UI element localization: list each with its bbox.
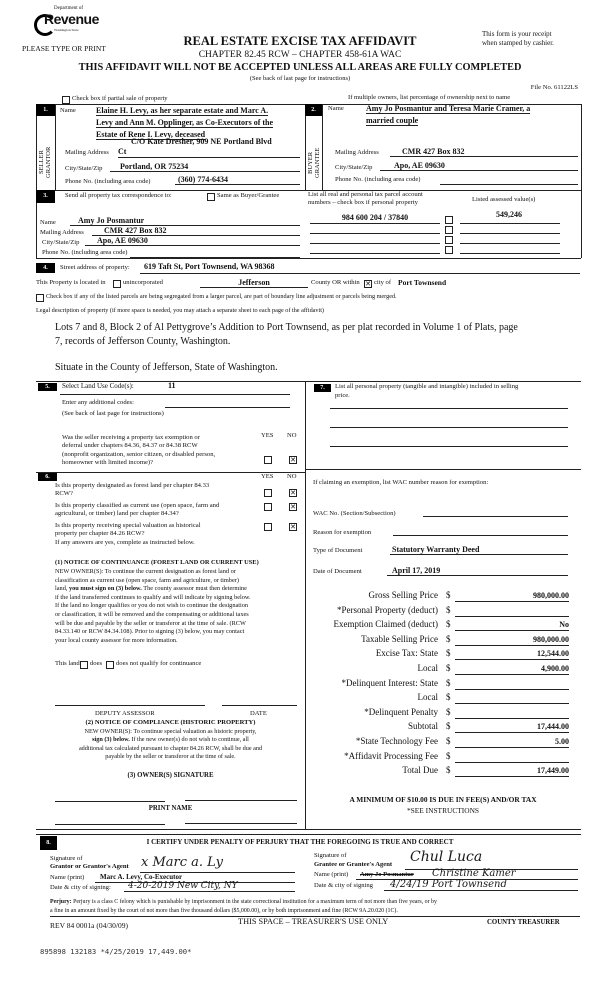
- section-1-number: 1.: [36, 104, 55, 116]
- amount-label: *Personal Property (deduct): [337, 604, 438, 615]
- doc-type-field[interactable]: Statutory Warranty Deed: [390, 545, 568, 555]
- grantee-name-field[interactable]: Christine Kamer: [432, 868, 516, 879]
- corr-name-field[interactable]: Amy Jo Posmantur: [70, 216, 300, 226]
- assessed-heading: Listed assessed value(s): [472, 196, 536, 203]
- historical-q-line-1: Is this property receiving special valuation as historical: [55, 522, 201, 529]
- notice-compliance-body: NEW OWNER(S): To continue special valuation as historic property, sign (3) below. If the new owner(s) do not wish to continue, all additional tax calculated pursuant to chapter 84.26 RCW, shall be due and payable by the seller or transferor at the time of sale.: [78, 728, 263, 760]
- seller-exemption-q-line-3: (nonprofit organization, senior citizen, or disabled person,: [62, 451, 216, 458]
- buyer-grantee-label: BUYER GRANTEE: [307, 147, 321, 178]
- receipt-note-1: This form is your receipt: [482, 30, 552, 38]
- this-land-label: This land: [55, 660, 80, 667]
- grantor-date-city-field[interactable]: 4-20-2019 New City, NY: [128, 881, 238, 891]
- amount-value-field[interactable]: [455, 751, 569, 763]
- amount-value-field[interactable]: No: [455, 619, 569, 631]
- form-title: REAL ESTATE EXCISE TAX AFFIDAVIT: [183, 34, 417, 48]
- county-or-label: County OR within: [311, 279, 360, 286]
- amount-label: Taxable Selling Price: [361, 633, 438, 644]
- personal-property-line-3[interactable]: [330, 446, 568, 447]
- buyer-name-line-2[interactable]: married couple: [366, 116, 419, 125]
- current-use-no-checkbox[interactable]: ✕: [290, 503, 296, 511]
- seller-exemption-q-line-1: Was the seller receiving a property tax exemption or: [62, 434, 200, 441]
- street-address-field[interactable]: 619 Taft St, Port Townsend, WA 98368: [144, 262, 275, 271]
- section-3-number: 3.: [36, 190, 55, 203]
- personal-property-checkbox-2[interactable]: [445, 226, 453, 234]
- personal-property-checkbox-4[interactable]: [445, 246, 453, 254]
- logo-text: Revenue: [44, 11, 99, 27]
- does-not-qualify-checkbox[interactable]: [106, 661, 114, 669]
- forest-land-q-line-1: Is this property designated as forest land per chapter 84.33: [55, 482, 210, 489]
- no-header: NO: [287, 432, 297, 439]
- seller-city-label: City/State/Zip: [65, 165, 103, 172]
- land-use-label: Select Land Use Code(s):: [62, 382, 134, 390]
- perjury-note-2: a fine in an amount fixed by the court of not more than five thousand dollars ($5,000.00), or by both imprisonment and fine (RCW 9A.20.020 (1C).: [50, 908, 398, 914]
- receipt-note-2: when stamped by cashier.: [482, 39, 554, 47]
- city-of-label: city of: [374, 279, 392, 286]
- dollar-sign: $: [446, 590, 451, 600]
- seller-exemption-q-line-2: deferral under chapters 84.36, 84.37 or 84.38 RCW: [62, 442, 198, 449]
- reason-label: Reason for exemption: [313, 529, 372, 536]
- grantor-name-label: Name (print): [50, 874, 85, 881]
- dollar-sign: $: [446, 706, 451, 717]
- historical-no-checkbox[interactable]: ✕: [290, 523, 296, 531]
- grantee-name-struck: Amy Jo Posmantur: [360, 871, 414, 878]
- amount-value-field[interactable]: 17,449.00: [455, 765, 569, 777]
- seller-mailing-label: Mailing Address: [65, 149, 109, 156]
- additional-codes-label: Enter any additional codes:: [62, 399, 134, 406]
- personal-property-label-2: price.: [335, 392, 350, 399]
- seller-name-label: Name: [60, 107, 76, 114]
- dollar-sign: $: [446, 663, 451, 673]
- segregated-checkbox[interactable]: [36, 294, 44, 302]
- seller-exemption-q-line-4: homeowner with limited income)?: [62, 459, 154, 466]
- see-back-note: (See back of last page for instructions): [249, 75, 351, 82]
- corr-mailing-field[interactable]: CMR 427 Box 832: [92, 226, 300, 236]
- historical-q-line-2: property per chapter 84.26 RCW?: [55, 530, 145, 537]
- amount-value-field[interactable]: 980,000.00: [455, 590, 569, 602]
- current-use-yes-checkbox[interactable]: [264, 503, 272, 511]
- does-not-label: does not qualify for continuance: [116, 660, 202, 667]
- partial-sale-checkbox[interactable]: [62, 96, 70, 104]
- amount-label: Gross Selling Price: [368, 590, 438, 600]
- reason-field[interactable]: [393, 535, 568, 536]
- amount-label: *Affidavit Processing Fee: [344, 750, 438, 761]
- segregated-label: Check box if any of the listed parcels are being segregated from a larger parcel, are part of boundary line adjustment or parcels being merged.: [46, 293, 397, 300]
- personal-property-checkbox-1[interactable]: [445, 216, 453, 224]
- amount-label: Total Due: [402, 765, 438, 776]
- amount-label: *Delinquent Penalty: [364, 706, 438, 717]
- corr-city-label: City/State/Zip: [42, 239, 80, 246]
- yes-header: YES: [261, 473, 274, 480]
- dollar-sign: $: [446, 736, 451, 746]
- no-header: NO: [287, 473, 297, 480]
- amount-value-field[interactable]: 4,900.00: [455, 663, 569, 675]
- parcel-heading-1: List all real and personal tax parcel account: [308, 191, 423, 198]
- buyer-mailing-field[interactable]: CMR 427 Box 832: [390, 147, 578, 157]
- city-field[interactable]: Port Townsend: [398, 278, 447, 287]
- legal-description-line-1[interactable]: Lots 7 and 8, Block 2 of Al Pettygrove’s Addition to Port Townsend, as per plat recorded in Volume 1 of Plats, page: [55, 322, 518, 333]
- seller-phone-field[interactable]: (360) 774-6434: [175, 175, 300, 185]
- forest-land-q-line-2: RCW?: [55, 490, 73, 497]
- buyer-name-line-1[interactable]: Amy Jo Posmantur and Teresa Marie Cramer, a: [366, 104, 531, 113]
- perjury-note-1: Perjury: Perjury is a class C felony which is punishable by imprisonment in the state correctional institution for a maximum term of not more than five years, or by: [50, 899, 437, 905]
- yes-header: YES: [261, 432, 274, 439]
- amount-label: *Delinquent Interest: State: [341, 677, 438, 688]
- see-instructions-note: *SEE INSTRUCTIONS: [406, 806, 480, 815]
- amount-value-field[interactable]: [455, 692, 569, 704]
- amount-label: Local: [417, 692, 438, 703]
- legal-description-line-3[interactable]: Situate in the County of Jefferson, State of Washington.: [55, 362, 278, 373]
- section-4-number: 4.: [36, 263, 55, 273]
- doc-date-field[interactable]: April 17, 2019: [387, 566, 568, 576]
- buyer-mailing-label: Mailing Address: [335, 149, 379, 156]
- cashier-stamp: 895898 132183 *4/25/2019 17,449.00*: [40, 947, 192, 956]
- current-use-q-line-1: Is this property classified as current use (open space, farm and: [55, 502, 220, 509]
- unincorporated-checkbox[interactable]: [113, 280, 121, 288]
- seller-name-line-2[interactable]: Levy and Ann M. Opplinger, as Co-Executors of the: [96, 118, 274, 127]
- within-city-checkbox[interactable]: ✕: [365, 280, 371, 288]
- grantee-date-label: Date & city of signing: [314, 882, 373, 889]
- parcel-heading-2: numbers – check box if personal property: [308, 199, 418, 206]
- print-name-label: PRINT NAME: [148, 805, 193, 812]
- same-as-buyer-label: Same as Buyer/Grantee: [217, 192, 280, 199]
- section-5-number: 5.: [38, 383, 57, 391]
- dollar-sign: $: [446, 677, 451, 688]
- dollar-sign: $: [446, 750, 451, 761]
- corr-name-label: Name: [40, 219, 56, 226]
- amount-value-field[interactable]: 17,444.00: [455, 721, 569, 733]
- does-label: does: [90, 660, 103, 667]
- personal-property-label-1: List all personal property (tangible and intangible) included in selling: [335, 383, 519, 390]
- amount-label: Exemption Claimed (deduct): [333, 619, 438, 630]
- chapter-line: CHAPTER 82.45 RCW – CHAPTER 458-61A WAC: [198, 50, 402, 60]
- additional-codes-note: (See back of last page for instructions): [62, 410, 164, 417]
- notice-continuance-body: NEW OWNER(S): To continue the current designation as forest land or classification as current use (open space, farm and agriculture, or timber) land, you must sign on (3) below. The county assessor must then determine if the land transferred continues to qualify and will indicate by signing below. If the land no longer qualifies or you do not wish to continue the designation or classification, it will be removed and the compensating or additional taxes will be due and payable by the seller or transferor at the time of sale. (RCW 84.33.140 or RCW 84.34.108). Prior to signing (3) below, you may contact your local county assessor for more information.: [55, 568, 251, 644]
- if-yes-note: If any answers are yes, complete as instructed below.: [55, 539, 195, 546]
- seller-grantor-label: SELLER GRANTOR: [38, 146, 52, 179]
- located-in-label: This Property is located in: [36, 279, 106, 286]
- seller-phone-label: Phone No. (including area code): [65, 178, 151, 185]
- grantor-sig-label-1: Signature of: [50, 855, 83, 862]
- forest-land-yes-checkbox[interactable]: [264, 489, 272, 497]
- seller-name-line-3[interactable]: Estate of Rene I. Levy, deceased: [96, 130, 206, 139]
- amount-label: Subtotal: [407, 721, 438, 732]
- buyer-city-field[interactable]: Apo, AE 09630: [380, 161, 578, 171]
- notice-compliance-title: (2) NOTICE OF COMPLIANCE (HISTORIC PROPERTY): [85, 719, 256, 726]
- section-7-number: 7.: [314, 384, 331, 392]
- amount-value-field[interactable]: 980,000.00: [455, 634, 569, 646]
- buyer-phone-label: Phone No. (including area code): [335, 176, 421, 183]
- personal-property-checkbox-3[interactable]: [445, 236, 453, 244]
- buyer-city-label: City/State/Zip: [335, 164, 373, 171]
- form-revision: REV 84 0001a (04/30/09): [50, 921, 128, 930]
- grantor-signature[interactable]: x Marc a. Ly: [141, 855, 223, 870]
- owner-signature-line-2[interactable]: [185, 800, 297, 801]
- dollar-sign: $: [446, 648, 451, 659]
- amount-value-field[interactable]: [455, 707, 569, 719]
- land-use-code-field[interactable]: 11: [168, 381, 176, 390]
- owner-signature-line-1[interactable]: [55, 801, 165, 802]
- grantor-date-label: Date & city of signing:: [50, 884, 111, 891]
- forest-land-no-checkbox[interactable]: ✕: [290, 489, 296, 497]
- grantor-sig-label-2: Grantor or Grantor's Agent: [50, 863, 129, 870]
- county-field[interactable]: Jefferson: [200, 278, 308, 288]
- doc-type-label: Type of Document: [313, 547, 363, 554]
- wac-label: WAC No. (Section/Subsection): [313, 510, 396, 517]
- seller-city-field[interactable]: Portland, OR 75234: [110, 162, 300, 172]
- corr-city-field[interactable]: Apo, AE 09630: [85, 236, 300, 246]
- corr-phone-label: Phone No. (including area code): [42, 249, 128, 256]
- owner-signature-label: (3) OWNER(S) SIGNATURE: [127, 772, 214, 779]
- grantee-date-city-field[interactable]: 4/24/19 Port Townsend: [390, 879, 507, 890]
- dollar-sign: $: [446, 765, 451, 776]
- personal-property-line-2[interactable]: [330, 427, 568, 428]
- seller-name-line-1[interactable]: Elaine H. Levy, as her separate estate and Marc A.: [96, 106, 269, 115]
- doc-date-label: Date of Document: [313, 568, 362, 575]
- county-treasurer-label: COUNTY TREASURER: [487, 919, 560, 926]
- amount-value-field[interactable]: [455, 605, 569, 617]
- multiple-owners-note: If multiple owners, list percentage of ownership next to name: [348, 94, 511, 101]
- section-8-number: 8.: [40, 836, 57, 850]
- assessed-value[interactable]: 549,246: [496, 210, 522, 219]
- amount-value-field[interactable]: [455, 678, 569, 690]
- amount-value-field[interactable]: 5.00: [455, 736, 569, 748]
- date-label: DATE: [250, 710, 267, 717]
- unincorporated-label: unincorporated: [123, 279, 163, 286]
- treasurer-space-label: THIS SPACE – TREASURER'S USE ONLY: [238, 917, 389, 926]
- amount-label: Local: [417, 663, 438, 673]
- seller-mailing-field[interactable]: Ct: [118, 147, 300, 158]
- legal-description-label: Legal description of property (if more space is needed, you may attach a separate sheet to each page of the affidavit): [36, 307, 324, 314]
- seller-address-line-1[interactable]: C/O Kate Dresher, 909 NE Portland Blvd: [131, 137, 272, 146]
- warning-banner: THIS AFFIDAVIT WILL NOT BE ACCEPTED UNLESS ALL AREAS ARE FULLY COMPLETED: [78, 62, 522, 73]
- dollar-sign: $: [446, 619, 451, 630]
- grantee-name-label: Name (print): [314, 871, 349, 878]
- section-6-number: 6.: [38, 473, 57, 481]
- seller-exemption-no-checkbox[interactable]: ✕: [290, 456, 296, 464]
- current-use-q-line-2: agricultural, or timber) land per chapter 84.34?: [55, 510, 179, 517]
- logo-text-top: Department of: [54, 6, 84, 11]
- corr-mailing-label: Mailing Address: [40, 229, 84, 236]
- exemption-label: If claiming an exemption, list WAC number reason for exemption:: [313, 479, 489, 486]
- parcel-number-field[interactable]: 984 600 204 / 37840: [310, 213, 440, 224]
- legal-description-line-2[interactable]: 7, records of Jefferson County, Washington.: [55, 336, 231, 347]
- grantor-name-field[interactable]: Marc A. Levy, Co-Executor: [100, 873, 183, 881]
- print-name-line-2[interactable]: [185, 823, 297, 824]
- dollar-sign: $: [446, 633, 451, 644]
- seller-exemption-yes-checkbox[interactable]: [264, 456, 272, 464]
- logo-subtext: Washington State: [54, 28, 79, 32]
- minimum-due-note: A MINIMUM OF $10.00 IS DUE IN FEE(S) AND/OR TAX: [349, 795, 537, 804]
- notice-continuance-title: (1) NOTICE OF CONTINUANCE (FOREST LAND OR CURRENT USE): [55, 559, 259, 566]
- section-2-number: 2.: [305, 104, 322, 116]
- deputy-assessor-label: DEPUTY ASSESSOR: [95, 710, 155, 717]
- please-type: PLEASE TYPE OR PRINT: [22, 44, 106, 53]
- file-number: File No. 61122LS: [530, 84, 578, 91]
- perjury-certification: I CERTIFY UNDER PENALTY OF PERJURY THAT THE FOREGOING IS TRUE AND CORRECT: [146, 838, 454, 846]
- grantee-sig-label-2: Grantee or Grantee's Agent: [314, 861, 393, 868]
- grantee-sig-label-1: Signature of: [314, 852, 347, 859]
- print-name-line-1[interactable]: [55, 824, 165, 825]
- partial-sale-label: Check box if partial sale of property: [72, 95, 168, 102]
- wac-field[interactable]: [423, 516, 568, 517]
- amount-value-field[interactable]: 12,544.00: [455, 648, 569, 660]
- amount-label: *State Technology Fee: [355, 736, 438, 746]
- same-as-buyer-checkbox[interactable]: [207, 193, 215, 201]
- grantee-signature[interactable]: Chul Luca: [410, 849, 483, 865]
- send-correspondence-label: Send all property tax correspondence to:: [65, 192, 172, 199]
- buyer-name-label: Name: [328, 105, 344, 112]
- does-qualify-checkbox[interactable]: [80, 661, 88, 669]
- dollar-sign: $: [446, 692, 451, 703]
- street-label: Street address of property:: [60, 264, 130, 271]
- dollar-sign: $: [446, 721, 451, 732]
- amount-label: Excise Tax: State: [375, 648, 438, 659]
- personal-property-line-1[interactable]: [330, 408, 568, 409]
- dollar-sign: $: [446, 604, 451, 615]
- historical-yes-checkbox[interactable]: [264, 523, 272, 531]
